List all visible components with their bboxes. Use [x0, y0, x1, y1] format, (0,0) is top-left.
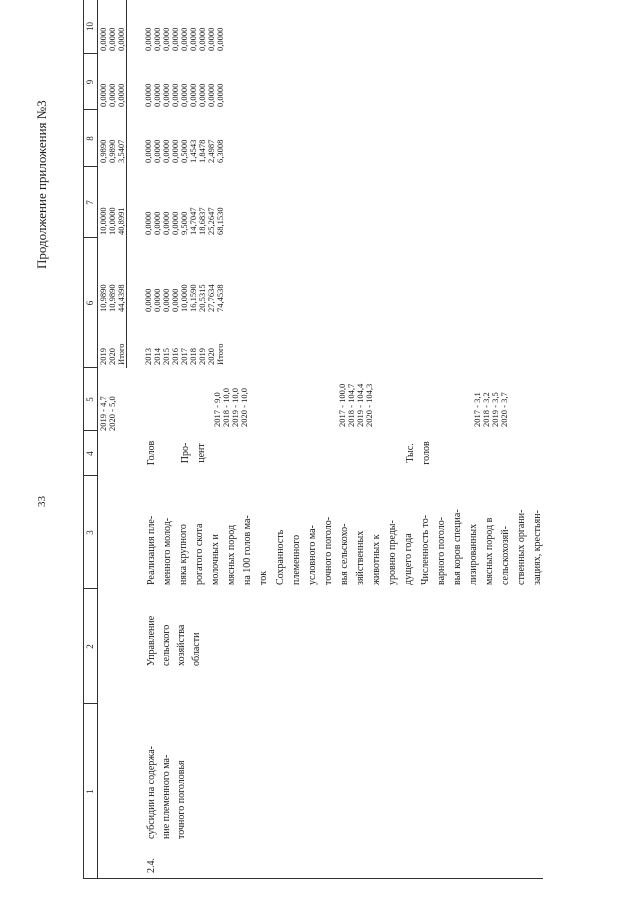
column-number: 8 [85, 136, 95, 141]
col10-value: 0,0000 [170, 27, 180, 51]
executor-line: области [191, 632, 202, 666]
carryover-col10 [99, 28, 126, 51]
column-number: 9 [85, 79, 95, 85]
indicator-value: 2017 - 100,0 [337, 383, 347, 427]
carryover-col5 [99, 396, 117, 431]
col8-value: 1,8478 [197, 139, 207, 163]
indicator-2-unit [178, 433, 210, 473]
indicator-value: 2018 - 10,0 [221, 388, 231, 427]
column-number: 2 [85, 644, 95, 649]
indicator-text-line: на 100 голов ма- [242, 515, 253, 585]
col7-value: 40,8991 [116, 207, 126, 235]
col9-value: 0,0000 [143, 83, 153, 107]
col10-value: 0,0000 [152, 27, 162, 51]
column-number: 5 [85, 397, 95, 402]
col8-value: 1,4543 [188, 139, 198, 163]
col8-value: 2,4987 [206, 139, 216, 163]
indicator-value: 2020 - 104,3 [364, 383, 374, 427]
indicator-text-line: животных к [371, 534, 382, 585]
row-name-line: точного поголовья [176, 760, 187, 839]
col10-value: 0,0000 [197, 27, 207, 51]
indicator-text-line: мясных пород [226, 524, 237, 585]
indicator-text-line: лизированных [468, 523, 479, 585]
row-number: 2.4. [146, 858, 157, 873]
table-left-border [83, 878, 543, 879]
indicator-text-line: сельскохозяй- [500, 526, 511, 585]
col6-value: 10,9890 [107, 284, 117, 312]
indicator-1-text [144, 515, 272, 585]
carryover-years [99, 343, 126, 365]
col6-value: 10,0000 [179, 284, 189, 312]
row-name-line: ние племенного ма- [161, 754, 172, 839]
indicator-3-text [418, 509, 546, 585]
col7-value: 10,0000 [98, 207, 108, 235]
col8-value: 3,5407 [116, 139, 126, 163]
col7-value: 9,5000 [179, 211, 189, 235]
unit-line: Тыс. [405, 443, 416, 463]
col6-value: 10,9890 [98, 284, 108, 312]
header-row-border [97, 0, 98, 879]
year-label: 2019 [98, 348, 108, 365]
col7-value: 0,0000 [152, 211, 162, 235]
indicator-3-values [473, 392, 509, 427]
col8-value: 0,0000 [161, 139, 171, 163]
col8-value: 0,0000 [152, 139, 162, 163]
col8-value: 0,0000 [170, 139, 180, 163]
column-number: 4 [85, 451, 95, 456]
indicator-value: 2018 - 3,2 [481, 392, 491, 427]
indicator-text-line: Реализация пле- [146, 515, 157, 585]
col7-value: 10,0000 [107, 207, 117, 235]
year-label: Итого [116, 343, 126, 365]
year-label: 2015 [161, 348, 171, 365]
col9-value: 0,0000 [98, 83, 108, 107]
col10-value: 0,0000 [179, 27, 189, 51]
carryover-col8 [99, 140, 126, 163]
finance-col10 [144, 28, 225, 51]
column-number: 10 [85, 22, 95, 31]
col5-value: 2020 - 5,0 [107, 396, 117, 431]
year-label: 2018 [188, 348, 198, 365]
indicator-text-line: племенного [291, 534, 302, 585]
carryover-col9 [99, 84, 126, 107]
indicator-text-line: уровню преды- [387, 520, 398, 585]
indicator-text-line: ток [258, 570, 269, 585]
carryover-col7 [99, 207, 126, 235]
executor-line: сельского [161, 624, 172, 666]
col10-value: 0,0000 [116, 27, 126, 51]
col8-value: 0,9890 [98, 139, 108, 163]
unit-line: Голов [146, 440, 157, 466]
unit-line: голов [421, 441, 432, 465]
col6-value: 0,0000 [170, 288, 180, 312]
col9-value: 0,0000 [161, 83, 171, 107]
indicator-text-line: вья коров специа- [452, 509, 463, 585]
indicator-2-values [338, 384, 374, 427]
finance-col7 [144, 207, 225, 235]
col9-value: 0,0000 [206, 83, 216, 107]
col7-value: 68,1530 [215, 207, 225, 235]
col10-value: 0,0000 [206, 27, 216, 51]
column-number: 1 [85, 789, 95, 794]
col6-value: 0,0000 [143, 288, 153, 312]
indicator-text-line: точного поголо- [323, 516, 334, 585]
page-number: 33 [36, 496, 48, 507]
year-label: 2014 [152, 348, 162, 365]
row-name [144, 746, 189, 839]
col8-value: 6,3008 [215, 139, 225, 163]
indicator-value: 2019 - 104,4 [355, 383, 365, 427]
finance-years [144, 343, 225, 365]
indicator-value: 2020 - 10,0 [239, 388, 249, 427]
indicator-text-line: вья сельскохо- [339, 523, 350, 585]
col9-value: 0,0000 [107, 83, 117, 107]
indicator-text-line: мясных пород в [484, 517, 495, 585]
year-label: 2016 [170, 348, 180, 365]
indicator-value: 2019 - 10,0 [230, 388, 240, 427]
col9-value: 0,0000 [188, 83, 198, 107]
finance-col9 [144, 84, 225, 107]
col9-value: 0,0000 [152, 83, 162, 107]
year-label: 2017 [179, 348, 189, 365]
indicator-text-line: Численность то- [420, 514, 431, 585]
indicator-text-line: варного поголо- [436, 516, 447, 585]
col6-value: 0,0000 [152, 288, 162, 312]
column-number: 3 [85, 530, 95, 535]
year-label: Итого [215, 343, 225, 365]
appendix-table [83, 0, 543, 879]
col7-value: 18,6837 [197, 207, 207, 235]
col10-value: 0,0000 [98, 27, 108, 51]
indicator-text-line: дущего года [403, 533, 414, 585]
year-label: 2020 [107, 348, 117, 365]
col9-value: 0,0000 [116, 83, 126, 107]
unit-line: Про- [180, 442, 191, 464]
indicator-value: 2017 - 9,0 [212, 392, 222, 427]
col8-value: 0,9890 [107, 139, 117, 163]
column-number: 7 [85, 200, 95, 205]
appendix-title: Продолжение приложения №3 [34, 100, 49, 269]
col10-value: 0,0000 [215, 27, 225, 51]
col8-value: 0,0000 [143, 139, 153, 163]
col6-value: 27,7634 [206, 284, 216, 312]
indicator-text-line: зяйственных [355, 530, 366, 585]
col10-value: 0,0000 [161, 27, 171, 51]
year-label: 2020 [206, 348, 216, 365]
indicator-text-line: условного ма- [307, 525, 318, 585]
carryover-bottom-border [126, 0, 127, 368]
col6-value: 74,4538 [215, 284, 225, 312]
col10-value: 0,0000 [143, 27, 153, 51]
column-number: 6 [85, 300, 95, 306]
col7-value: 0,0000 [161, 211, 171, 235]
indicator-text-line: няка крупного [178, 524, 189, 585]
indicator-value: 2019 - 3,5 [490, 392, 500, 427]
indicator-text-line: ственных органи- [516, 509, 527, 585]
col10-value: 0,0000 [107, 27, 117, 51]
carryover-col6 [99, 284, 126, 312]
col10-value: 0,0000 [188, 27, 198, 51]
col9-value: 0,0000 [197, 83, 207, 107]
col8-value: 0,5000 [179, 139, 189, 163]
indicator-3-unit [403, 433, 435, 473]
indicator-text-line: менного молод- [162, 517, 173, 585]
indicator-text-line: рогатого скота [194, 523, 205, 585]
col9-value: 0,0000 [215, 83, 225, 107]
year-label: 2013 [143, 348, 153, 365]
finance-col6 [144, 284, 225, 312]
col7-value: 0,0000 [143, 211, 153, 235]
indicator-1-values [213, 388, 249, 427]
indicator-value: 2020 - 3,7 [499, 392, 509, 427]
col7-value: 0,0000 [170, 211, 180, 235]
row-executor [144, 616, 204, 666]
indicator-1-unit [144, 433, 160, 473]
year-label: 2019 [197, 348, 207, 365]
col6-value: 44,4398 [116, 284, 126, 312]
col6-value: 0,0000 [161, 288, 171, 312]
col6-value: 16,1590 [188, 284, 198, 312]
indicator-text-line: Сохранность [275, 529, 286, 585]
indicator-text-line: зациях, крестьян- [532, 510, 543, 585]
indicator-value: 2018 - 104,7 [346, 383, 356, 427]
col6-value: 20,5315 [197, 284, 207, 312]
col9-value: 0,0000 [170, 83, 180, 107]
executor-line: хозяйства [176, 624, 187, 666]
indicator-2-text [273, 517, 417, 585]
unit-line: цент [196, 443, 207, 463]
finance-col8 [144, 140, 225, 163]
executor-line: Управление [146, 615, 157, 666]
indicator-text-line: молочных и [210, 534, 221, 585]
col7-value: 14,7047 [188, 207, 198, 235]
col7-value: 25,2647 [206, 207, 216, 235]
col5-value: 2019 - 4,7 [98, 396, 108, 431]
indicator-value: 2017 - 3,1 [472, 392, 482, 427]
row-name-line: субсидии на содержа- [146, 746, 157, 839]
col9-value: 0,0000 [179, 83, 189, 107]
